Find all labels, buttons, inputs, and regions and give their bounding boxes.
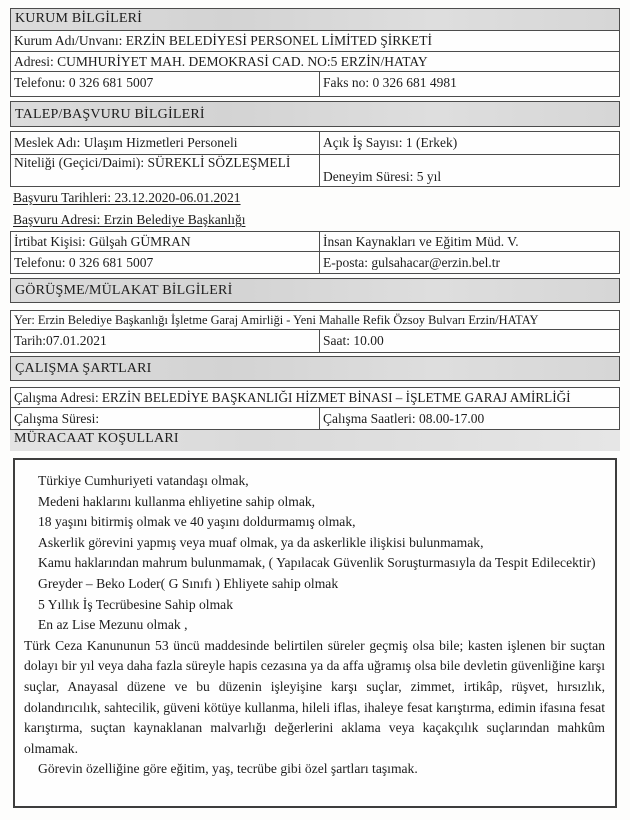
table-row xyxy=(11,154,619,186)
kurum-adi-cell: Kurum Adı/Unvanı: ERZİN BELEDİYESİ PERSONEL LİMİTED ŞİRKETİ xyxy=(14,33,432,48)
calisma-adresi-cell: Çalışma Adresi: ERZİN BELEDİYE BAŞKANLIĞI HİZMET BİNASI – İŞLETME GARAJ AMİRLİĞİ xyxy=(14,390,571,405)
table-row xyxy=(11,71,619,96)
meslek-adi-cell: Meslek Adı: Ulaşım Hizmetleri Personeli xyxy=(14,135,238,150)
kurum-faks-cell: Faks no: 0 326 681 4981 xyxy=(319,72,619,96)
table-row xyxy=(11,388,619,407)
table-row xyxy=(11,51,619,71)
irtibat-telefon-cell: Telefonu: 0 326 681 5007 xyxy=(14,255,154,270)
table-row xyxy=(11,407,619,429)
table-kurum-bilgileri xyxy=(10,30,620,97)
table-gorusme-bilgileri xyxy=(10,310,620,353)
basvuru-adresi-line: Başvuru Adresi: Erzin Belediye Başkanlığı xyxy=(13,212,246,227)
section-header-calisma-sartlari: ÇALIŞMA ŞARTLARI xyxy=(10,356,620,381)
table-row xyxy=(11,132,619,154)
requirement-item: Kamu haklarından mahrum bulunmamak, ( Yapılacak Güvenlik Soruşturmasıyla da Tespit Edilecektir) xyxy=(38,555,596,571)
kurum-telefon-cell: Telefonu: 0 326 681 5007 xyxy=(14,75,154,90)
kurum-adresi-cell: Adresi: CUMHURİYET MAH. DEMOKRASİ CAD. NO:5 ERZİN/HATAY xyxy=(14,54,428,69)
deneyim-suresi-cell xyxy=(319,155,619,186)
calisma-suresi-cell: Çalışma Süresi: xyxy=(14,411,100,426)
requirements-box xyxy=(13,458,617,808)
section-header-muracaat-kosullari: MÜRACAAT KOŞULLARI xyxy=(10,430,620,451)
calisma-saatleri-cell: Çalışma Saatleri: 08.00-17.00 xyxy=(319,408,619,429)
requirement-item: Türkiye Cumhuriyeti vatandaşı olmak, xyxy=(38,473,249,488)
table-row xyxy=(11,31,619,51)
requirement-item: Medeni haklarını kullanma ehliyetine sahip olmak, xyxy=(38,493,316,509)
table-row xyxy=(11,329,619,352)
requirement-item: Askerlik görevini yapmış veya muaf olmak, ya da askerlikle ilişkisi bulunmamak, xyxy=(38,534,484,550)
tck-paragraph: Türk Ceza Kanununun 53 üncü maddesinde belirtilen süreler geçmiş olsa bile; kasten işlenen bir suçtan dolayı bir yıl veya daha fazla süreyle hapis cezasına ya da affa uğramış olsa bile devletin güvenliğine karşı suçlar, Anayasal düzene ve bu düzenin işleyişine karşı suçlar, zimmet, irtikâp, rüşvet, hırsızlık, dolandırıcılık, sahtecilik, güveni kötüye kullanma, hileli iflas, ihaleye fesat karıştırma, edimin ifasına fesat karıştırma, suçtan kaynaklanan malvarlığı değerlerini aklama veya kaçakçılık suçlarından mahkûm olmamak. xyxy=(24,637,605,756)
niteligi-cell: Niteliği (Geçici/Daimi): SÜREKLİ SÖZLEŞMELİ xyxy=(14,155,291,170)
table-calisma-sartlari xyxy=(10,387,620,430)
irtibat-kisisi-cell: İrtibat Kişisi: Gülşah GÜMRAN xyxy=(14,234,191,249)
gorusme-yer-cell: Yer: Erzin Belediye Başkanlığı İşletme Garaj Amirliği - Yeni Mahalle Refik Özsoy Bulvarı Erzin/HATAY xyxy=(14,313,539,327)
requirement-item: 18 yaşını bitirmiş olmak ve 40 yaşını doldurmamış olmak, xyxy=(38,514,356,530)
section-header-talep-basvuru: TALEP/BAŞVURU BİLGİLERİ xyxy=(10,101,620,127)
requirement-item: En az Lise Mezunu olmak , xyxy=(38,617,188,633)
deneyim-suresi-text: Deneyim Süresi: 5 yıl xyxy=(323,169,442,184)
gorusme-tarih-cell: Tarih:07.01.2021 xyxy=(14,333,107,348)
irtibat-unvani-cell: İnsan Kaynakları ve Eğitim Müd. V. xyxy=(319,232,619,251)
basvuru-tarihleri-line: Başvuru Tarihleri: 23.12.2020-06.01.2021 xyxy=(13,190,241,205)
requirement-item: Greyder – Beko Loder( G Sınıfı ) Ehliyete sahip olmak xyxy=(38,575,339,591)
section-header-gorusme-mulakat: GÖRÜŞME/MÜLAKAT BİLGİLERİ xyxy=(10,278,620,303)
section-header-kurum-bilgileri: KURUM BİLGİLERİ xyxy=(10,8,620,31)
table-talep-bilgileri xyxy=(10,131,620,187)
table-row xyxy=(11,232,619,251)
table-row xyxy=(11,251,619,273)
gorusme-saat-cell: Saat: 10.00 xyxy=(319,330,619,352)
requirement-item: Görevin özelliğine göre eğitim, yaş, tecrübe gibi özel şartları taşımak. xyxy=(38,761,418,777)
table-irtibat-bilgileri xyxy=(10,231,620,274)
requirement-item: 5 Yıllık İş Tecrübesine Sahip olmak xyxy=(38,596,233,612)
eposta-cell: E-posta: gulsahacar@erzin.bel.tr xyxy=(319,252,619,273)
acik-is-sayisi-cell: Açık İş Sayısı: 1 (Erkek) xyxy=(319,132,619,154)
table-row xyxy=(11,311,619,329)
